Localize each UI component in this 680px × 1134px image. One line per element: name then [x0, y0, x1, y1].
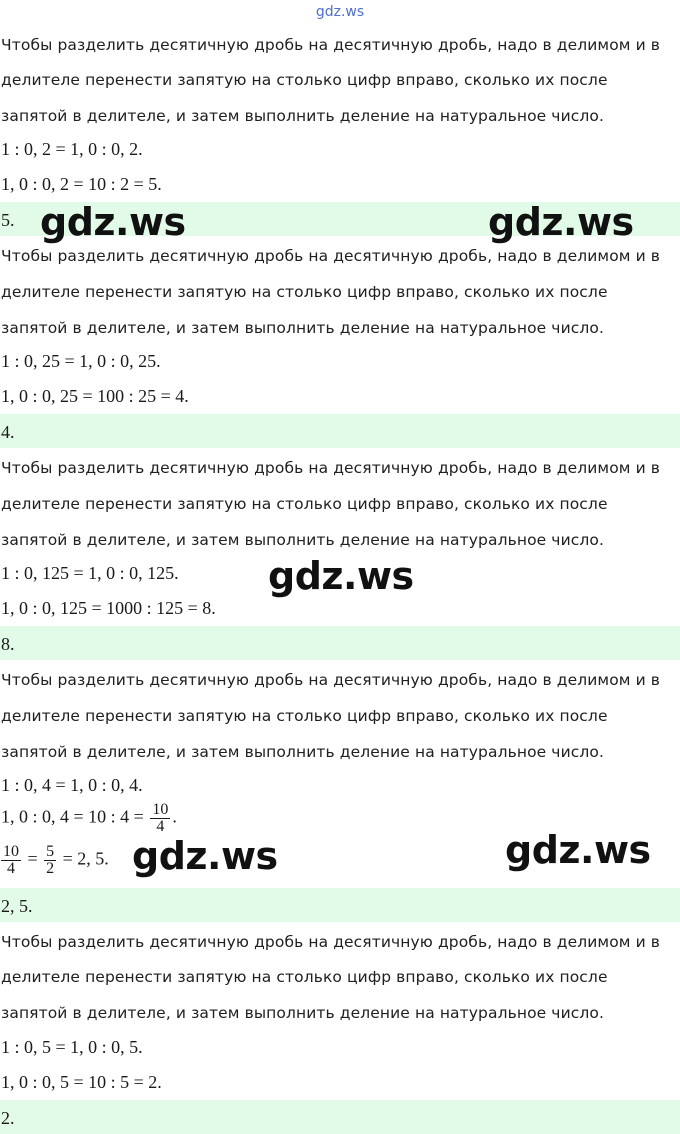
rule-line: делителе перенести запятую на столько цифр вправо, сколько их после: [1, 71, 608, 89]
rule-line: запятой в делителе, и затем выполнить деление на натуральное число.: [1, 531, 604, 549]
rule-line: делителе перенести запятую на столько цифр вправо, сколько их после: [1, 968, 608, 986]
equation: 1 : 0, 5 = 1, 0 : 0, 5.: [1, 1037, 143, 1057]
rule-line: Чтобы разделить десятичную дробь на десятичную дробь, надо в делимом и в: [1, 459, 661, 477]
equation: 1, 0 : 0, 125 = 1000 : 125 = 8.: [1, 598, 216, 618]
equals-sign: =: [27, 848, 38, 869]
fraction-denominator: 4: [7, 860, 15, 877]
answer: 8.: [1, 634, 15, 654]
fraction: [150, 802, 170, 835]
rule-line: запятой в делителе, и затем выполнить деление на натуральное число.: [1, 107, 604, 125]
equation: 1, 0 : 0, 2 = 10 : 2 = 5.: [1, 174, 162, 194]
answer: 5.: [1, 210, 15, 230]
equation: 1 : 0, 2 = 1, 0 : 0, 2.: [1, 139, 143, 159]
equation: 1, 0 : 0, 25 = 100 : 25 = 4.: [1, 386, 189, 406]
rule-line: Чтобы разделить десятичную дробь на десятичную дробь, надо в делимом и в: [1, 671, 661, 689]
fraction-numerator: 10: [152, 801, 169, 818]
site-header: [0, 0, 680, 28]
watermark: gdz.ws: [505, 828, 651, 872]
rule-line: делителе перенести запятую на столько цифр вправо, сколько их после: [1, 495, 608, 513]
equation-suffix: .: [172, 806, 177, 827]
equation-with-fraction: [1, 802, 177, 835]
fraction: [44, 844, 56, 877]
rule-line: запятой в делителе, и затем выполнить деление на натуральное число.: [1, 319, 604, 337]
equation-prefix: 1, 0 : 0, 4 = 10 : 4 =: [1, 806, 144, 827]
equation: 1, 0 : 0, 5 = 10 : 5 = 2.: [1, 1072, 162, 1092]
rule-line: Чтобы разделить десятичную дробь на десятичную дробь, надо в делимом и в: [1, 36, 661, 54]
rule-line: запятой в делителе, и затем выполнить деление на натуральное число.: [1, 743, 604, 761]
answer-band: [0, 888, 680, 922]
fraction-denominator: 2: [46, 860, 55, 877]
answer-band: [0, 414, 680, 448]
equation-rest: = 2, 5.: [62, 848, 109, 869]
site-name: gdz.ws: [315, 4, 365, 20]
fraction: [1, 844, 21, 877]
watermark: gdz.ws: [40, 200, 186, 244]
rule-line: делителе перенести запятую на столько цифр вправо, сколько их после: [1, 707, 608, 725]
answer: 2.: [1, 1108, 15, 1128]
equation: 1 : 0, 25 = 1, 0 : 0, 25.: [1, 351, 161, 371]
fraction-numerator: 5: [46, 843, 55, 860]
rule-line: Чтобы разделить десятичную дробь на десятичную дробь, надо в делимом и в: [1, 247, 661, 265]
watermark: gdz.ws: [488, 200, 634, 244]
fraction-numerator: 10: [3, 843, 19, 860]
equation-with-fractions: [1, 844, 109, 877]
answer-band: [0, 1100, 680, 1134]
equation: 1 : 0, 125 = 1, 0 : 0, 125.: [1, 563, 179, 583]
rule-line: делителе перенести запятую на столько цифр вправо, сколько их после: [1, 283, 608, 301]
answer-band: [0, 626, 680, 660]
fraction-denominator: 4: [156, 818, 165, 835]
answer: 2, 5.: [1, 896, 33, 916]
equation: 1 : 0, 4 = 1, 0 : 0, 4.: [1, 775, 143, 795]
rule-line: Чтобы разделить десятичную дробь на десятичную дробь, надо в делимом и в: [1, 933, 661, 951]
watermark: gdz.ws: [268, 554, 414, 598]
rule-line: запятой в делителе, и затем выполнить деление на натуральное число.: [1, 1004, 604, 1022]
answer: 4.: [1, 422, 15, 442]
watermark: gdz.ws: [132, 834, 278, 878]
